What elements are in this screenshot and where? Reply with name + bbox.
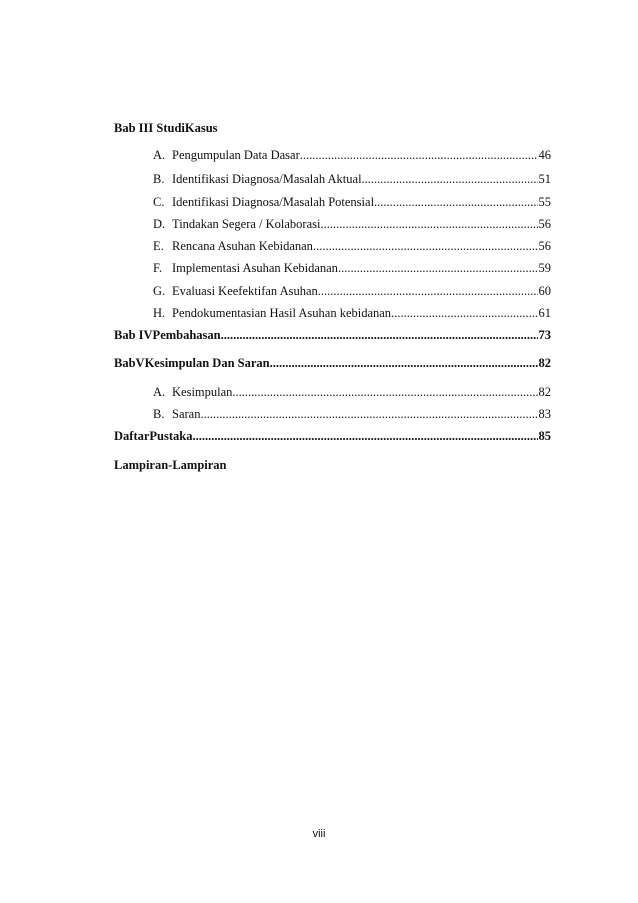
toc-entry-page: 61 xyxy=(538,306,551,320)
toc-entry-bab5 xyxy=(114,355,551,371)
toc-entry-page: 60 xyxy=(538,284,551,298)
toc-entry-label: Rencana Asuhan Kebidanan xyxy=(172,239,313,253)
toc-entry-bab3-d xyxy=(153,216,551,232)
toc-entry-daftar-pustaka xyxy=(114,428,551,444)
toc-entry-lampiran: Lampiran-Lampiran xyxy=(114,458,227,472)
toc-entry-page: 83 xyxy=(538,407,551,421)
toc-entry-letter: H. xyxy=(153,306,166,320)
toc-leader-dots xyxy=(200,406,537,422)
toc-leader-dots xyxy=(391,305,537,321)
toc-leader-dots xyxy=(318,283,538,299)
toc-entry-letter: D. xyxy=(153,217,166,231)
toc-entry-label: Pendokumentasian Hasil Asuhan kebidanan xyxy=(172,306,392,320)
toc-entry-label: Identifikasi Diagnosa/Masalah Potensial xyxy=(172,195,375,209)
toc-entry-bab3-e xyxy=(153,238,551,254)
toc-entry-page: 56 xyxy=(538,217,551,231)
toc-leader-dots xyxy=(338,260,538,276)
toc-leader-dots xyxy=(320,216,537,232)
toc-leader-dots xyxy=(313,238,538,254)
toc-entry-letter: E. xyxy=(153,239,164,253)
toc-entry-page: 46 xyxy=(538,148,551,162)
toc-entry-page: 73 xyxy=(538,328,551,342)
toc-entry-page: 82 xyxy=(538,356,551,370)
toc-entry-letter: C. xyxy=(153,195,165,209)
toc-entry-label: Saran xyxy=(172,407,201,421)
toc-entry-bab5-a xyxy=(153,384,551,400)
page-number: viii xyxy=(312,828,326,840)
toc-entry-label: Tindakan Segera / Kolaborasi xyxy=(172,217,321,231)
toc-entry-bab3-c xyxy=(153,194,551,210)
toc-entry-letter: B. xyxy=(153,407,165,421)
toc-entry-bab3-g xyxy=(153,283,551,299)
toc-entry-label: Evaluasi Keefektifan Asuhan xyxy=(172,284,318,298)
toc-leader-dots xyxy=(374,194,537,210)
toc-entry-bab4 xyxy=(114,327,551,343)
toc-entry-page: 55 xyxy=(538,195,551,209)
toc-entry-label: Implementasi Asuhan Kebidanan xyxy=(172,261,338,275)
toc-entry-page: 82 xyxy=(538,385,551,399)
toc-entry-bab3-h xyxy=(153,305,551,321)
toc-leader-dots xyxy=(221,327,538,343)
toc-entry-bab3-a xyxy=(153,147,551,163)
toc-entry-label: Bab IVPembahasan xyxy=(114,328,221,342)
toc-entry-letter: B. xyxy=(153,172,165,186)
toc-entry-page: 85 xyxy=(538,429,551,443)
toc-entry-label: DaftarPustaka xyxy=(114,429,193,443)
toc-leader-dots xyxy=(300,147,538,163)
toc-entry-letter: F. xyxy=(153,261,163,275)
toc-entry-page: 51 xyxy=(538,172,551,186)
toc-entry-label: Identifikasi Diagnosa/Masalah Aktual xyxy=(172,172,362,186)
bab3-heading: Bab III StudiKasus xyxy=(114,121,218,135)
toc-entry-letter: A. xyxy=(153,385,166,399)
toc-entry-label: BabVKesimpulan Dan Saran xyxy=(114,356,270,370)
toc-leader-dots xyxy=(362,171,538,187)
toc-entry-label: Pengumpulan Data Dasar xyxy=(172,148,300,162)
toc-entry-page: 56 xyxy=(538,239,551,253)
toc-entry-letter: G. xyxy=(153,284,166,298)
toc-entry-bab3-f xyxy=(153,260,551,276)
toc-leader-dots xyxy=(232,384,537,400)
toc-entry-page: 59 xyxy=(538,261,551,275)
toc-entry-label: Kesimpulan xyxy=(172,385,233,399)
toc-leader-dots xyxy=(270,355,538,371)
toc-entry-letter: A. xyxy=(153,148,166,162)
toc-entry-bab5-b xyxy=(153,406,551,422)
toc-leader-dots xyxy=(192,428,537,444)
toc-entry-bab3-b xyxy=(153,171,551,187)
